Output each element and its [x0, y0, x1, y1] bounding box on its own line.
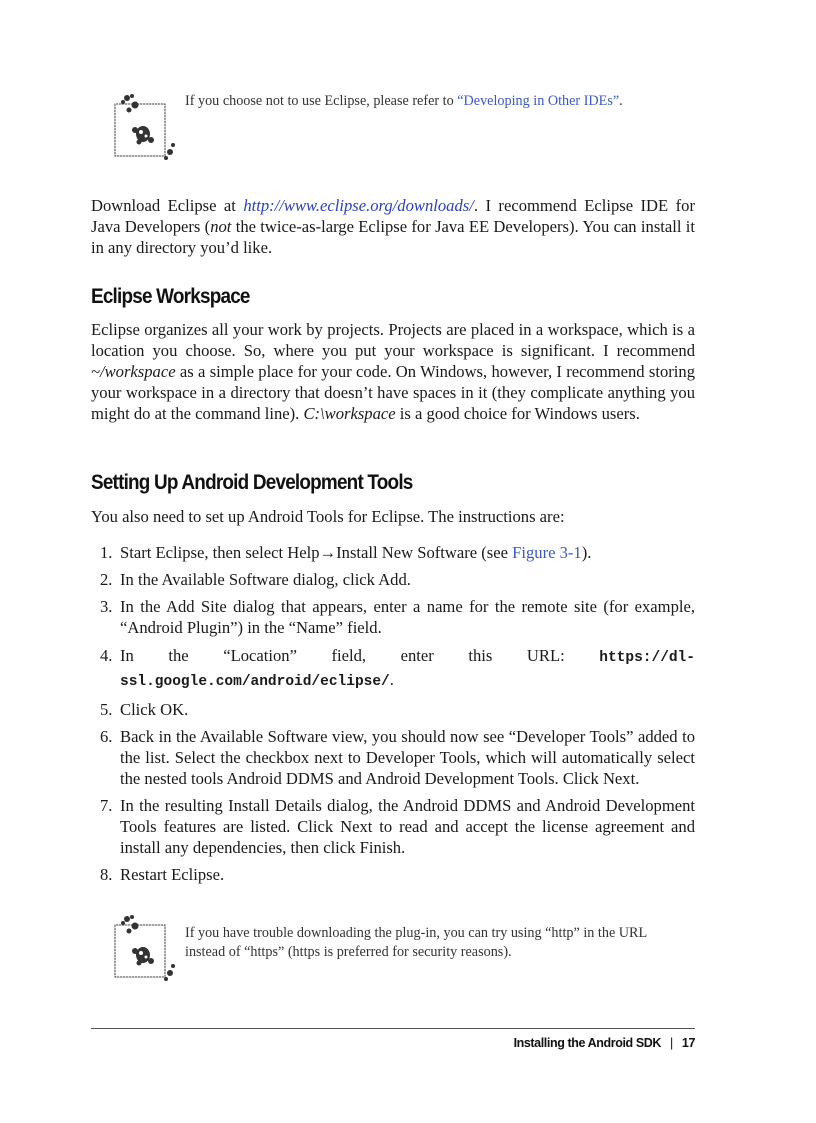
plugin-url-code: https://dl-ssl.google.com/android/eclipse/ [120, 649, 695, 690]
download-paragraph: Download Eclipse at http://www.eclipse.org/downloads/. I recommend Eclipse IDE for Java Developers (not the twice-as-large Eclipse for Java EE Developers). You can install it in any directory you’d like. [91, 196, 695, 257]
list-item: 8. Restart Eclipse. [100, 865, 225, 885]
list-item: 7. In the resulting Install Details dialog, the Android DDMS and Android Development Tools features are listed. Click Next to read and accept the license agreement and install any dependencies, then click Finish. [100, 796, 695, 858]
list-item: 3. In the Add Site dialog that appears, enter a name for the remote site (for example, “Android Plugin”) in the “Name” field. [100, 597, 695, 638]
list-item: 1. Start Eclipse, then select Help→Install New Software (see Figure 3-1). [100, 543, 592, 562]
page-footer [514, 1036, 695, 1050]
page-number: 17 [681, 1036, 695, 1050]
link-developing-other-ides[interactable]: “Developing in Other IDEs” [457, 93, 620, 109]
list-item: 5. Click OK. [100, 699, 189, 719]
tip-animal-icon [113, 913, 179, 983]
adt-intro: You also need to set up Android Tools for Eclipse. The instructions are: [91, 507, 565, 526]
heading-setting-up-adt: Setting Up Android Development Tools [91, 470, 413, 494]
figure-3-1-link[interactable]: Figure 3-1 [512, 543, 582, 562]
footer-rule [91, 1028, 695, 1029]
eclipse-download-link[interactable]: http://www.eclipse.org/downloads/ [243, 196, 474, 215]
footer-section-title: Installing the Android SDK [513, 1036, 662, 1050]
tip-animal-icon [113, 92, 179, 162]
list-item: 6. Back in the Available Software view, you should now see “Developer Tools” added to the list. Select the checkbox next to Developer Tools, which will automatically select the nested tools Android DDMS and Android Development Tools. Click Next. [100, 726, 695, 788]
workspace-paragraph: Eclipse organizes all your work by projects. Projects are placed in a workspace, which is a location you choose. So, where you put your workspace is significant. I recommend ~/workspace as a simple place for your code. On Windows, however, I recommend storing your workspace in a directory that doesn’t have spaces in it (they complicate anything you might do at the command line). C:\workspace is a good choice for Windows users. [91, 320, 695, 423]
note-text: If you have trouble downloading the plug-in, you can try using “http” in the URL instead of “https” (https is preferred for security reasons). [185, 925, 647, 960]
list-item: 4. In the “Location” field, enter this URL: https://dl-ssl.google.com/android/eclipse/. [100, 645, 695, 690]
note-text: If you choose not to use Eclipse, please refer to “Developing in Other IDEs”. [185, 93, 623, 109]
footer-separator: | [670, 1036, 673, 1050]
heading-eclipse-workspace: Eclipse Workspace [91, 284, 250, 308]
steps-list [91, 542, 695, 892]
list-item: 2. In the Available Software dialog, click Add. [100, 570, 411, 590]
